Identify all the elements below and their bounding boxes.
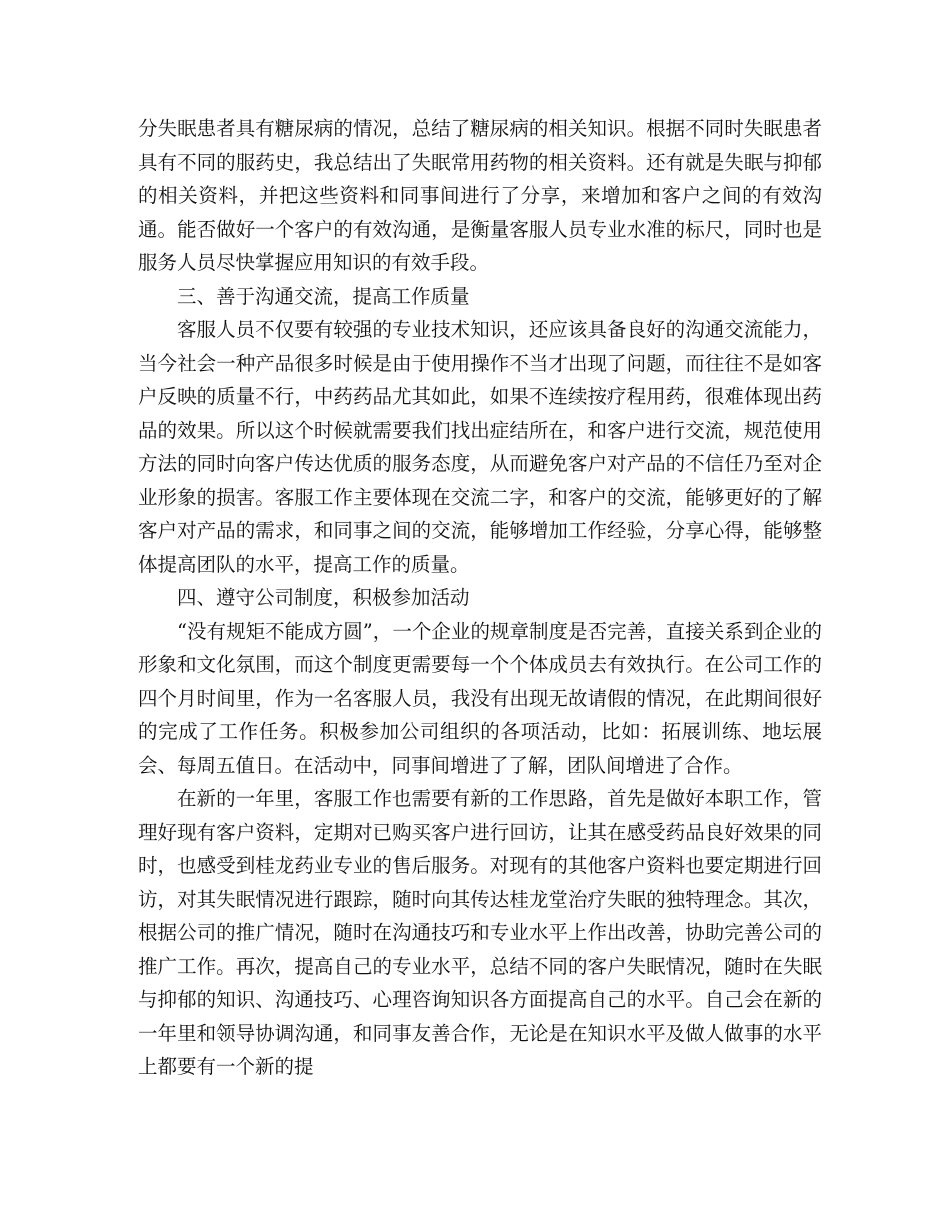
paragraph-continuation: 分失眠患者具有糖尿病的情况，总结了糖尿病的相关知识。根据不同时失眠患者具有不同的服药史，我总结出了失眠常用药物的相关资料。还有就是失眠与抑郁的相关资料，并把这些资料和同事间进行了分享，来增加和客户之间的有效沟通。能否做好一个客户的有效沟通，是衡量客服人员专业水准的标尺，同时也是服务人员尽快掌握应用知识的有效手段。 bbox=[138, 117, 822, 274]
paragraph-new-year-plan: 在新的一年里，客服工作也需要有新的工作思路，首先是做好本职工作，管理好现有客户资料，定期对已购买客户进行回访，让其在感受药品良好效果的同时，也感受到桂龙药业专业的售后服务。对现有的其他客户资料也要定期进行回访，对其失眠情况进行跟踪，随时向其传达桂龙堂治疗失眠的独特理念。其次，根据公司的推广情况，随时在沟通技巧和专业水平上作出改善，协助完善公司的推广工作。再次，提高自己的专业水平，总结不同的客户失眠情况，随时在失眠与抑郁的知识、沟通技巧、心理咨询知识各方面提高自己的水平。自己会在新的一年里和领导协调沟通，和同事友善合作，无论是在知识水平及做人做事的水平上都要有一个新的提 bbox=[138, 787, 822, 1078]
document-body bbox=[138, 112, 822, 1084]
paragraph-communication: 客服人员不仅要有较强的专业技术知识，还应该具备良好的沟通交流能力，当今社会一种产品很多时候是由于使用操作不当才出现了问题，而往往不是如客户反映的质量不行，中药药品尤其如此，如果不连续按疗程用药，很难体现出药品的效果。所以这个时候就需要我们找出症结所在，和客户进行交流，规范使用方法的同时向客户传达优质的服务态度，从而避免客户对产品的不信任乃至对企业形象的损害。客服工作主要体现在交流二字，和客户的交流，能够更好的了解客户对产品的需求，和同事之间的交流，能够增加工作经验，分享心得，能够整体提高团队的水平，提高工作的质量。 bbox=[138, 318, 822, 576]
section-heading-3: 三、善于沟通交流，提高工作质量 bbox=[177, 284, 470, 308]
paragraph-company-rules: “没有规矩不能成方圆”，一个企业的规章制度是否完善，直接关系到企业的形象和文化氛围，而这个制度更需要每一个个体成员去有效执行。在公司工作的四个月时间里，作为一名客服人员，我没有出现无故请假的情况，在此期间很好的完成了工作任务。积极参加公司组织的各项活动，比如：拓展训练、地坛展会、每周五值日。在活动中，同事间增进了了解，团队间增进了合作。 bbox=[138, 619, 822, 777]
section-heading-4: 四、遵守公司制度，积极参加活动 bbox=[177, 586, 470, 609]
